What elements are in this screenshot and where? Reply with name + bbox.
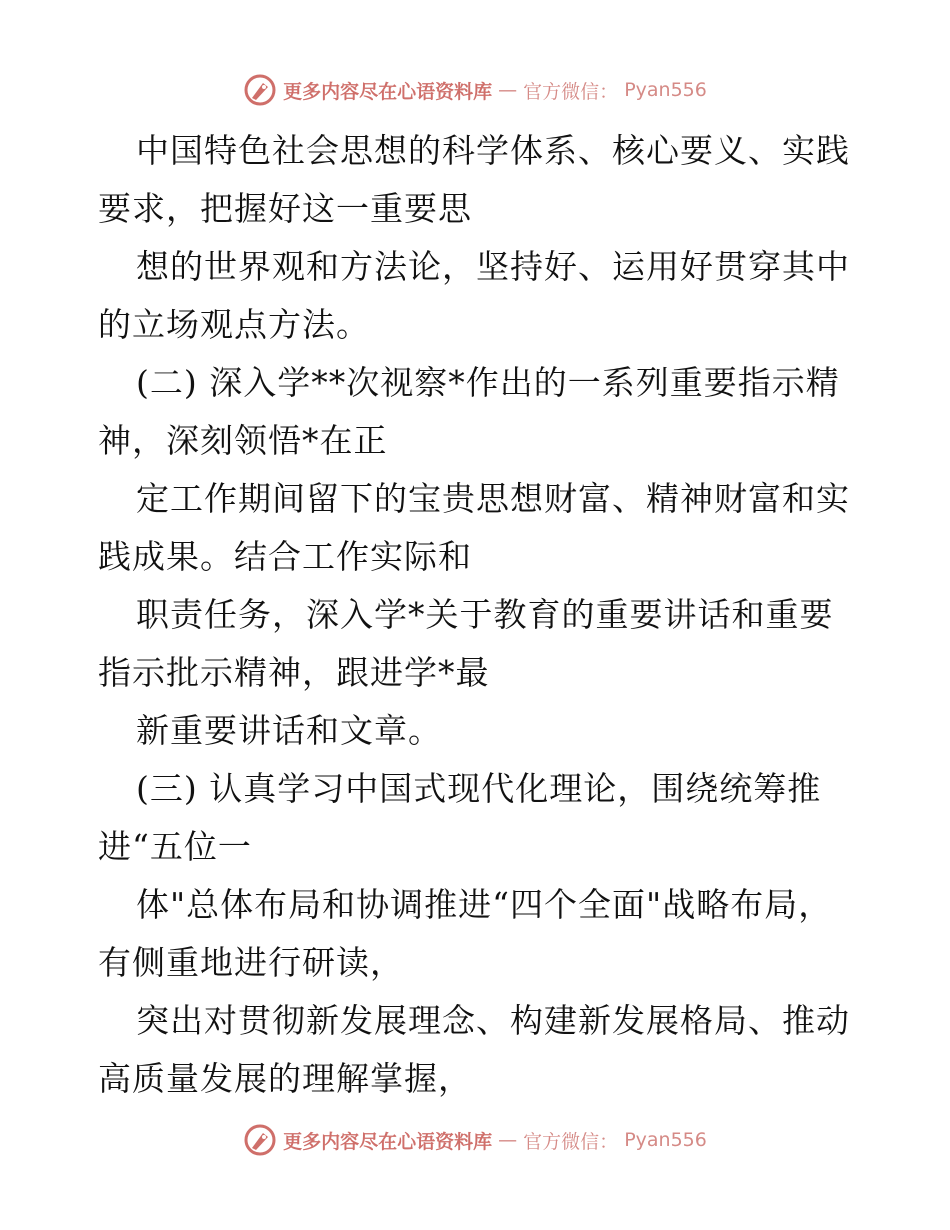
watermark-wechat-id: Pyan556 xyxy=(624,79,707,101)
body-line: 的立场观点方法。 xyxy=(98,305,370,344)
body-line: 定工作期间留下的宝贵思想财富、精神财富和实 xyxy=(136,479,850,518)
watermark-official-label: 官方微信： xyxy=(523,1130,619,1153)
watermark-official-label: 官方微信： xyxy=(523,80,619,103)
header-watermark xyxy=(0,70,950,110)
watermark-wechat-id: Pyan556 xyxy=(624,1129,707,1151)
pen-nib-logo-icon xyxy=(243,1123,277,1157)
body-line: 职责任务，深入学*关于教育的重要讲话和重要 xyxy=(136,595,834,634)
watermark-main-text: 更多内容尽在心语资料库 xyxy=(283,1130,493,1153)
document-body xyxy=(98,122,888,1108)
body-line: 突出对贯彻新发展理念、构建新发展格局、推动 xyxy=(136,1001,850,1040)
body-line: 神，深刻领悟*在正 xyxy=(98,421,388,460)
watermark-separator: — xyxy=(498,79,518,101)
watermark-separator: — xyxy=(498,1129,518,1151)
body-line: (三) 认真学习中国式现代化理论，围绕统筹推 xyxy=(136,769,822,808)
body-line: 进“五位一 xyxy=(98,827,252,866)
body-line: 新重要讲话和文章。 xyxy=(136,711,442,750)
body-line: 中国特色社会思想的科学体系、核心要义、实践 xyxy=(136,131,850,170)
watermark-main-text: 更多内容尽在心语资料库 xyxy=(283,80,493,103)
footer-watermark xyxy=(0,1120,950,1160)
body-line: 有侧重地进行研读， xyxy=(98,943,404,982)
body-line: 想的世界观和方法论，坚持好、运用好贯穿其中 xyxy=(136,247,850,286)
body-line: 要求，把握好这一重要思 xyxy=(98,189,472,228)
body-line: 践成果。结合工作实际和 xyxy=(98,537,472,576)
body-line: 高质量发展的理解掌握， xyxy=(98,1059,472,1098)
body-line: 体"总体布局和协调推进“四个全面"战略布局， xyxy=(136,885,833,924)
body-line: 指示批示精神，跟进学*最 xyxy=(98,653,490,692)
pen-nib-logo-icon xyxy=(243,73,277,107)
body-line: (二) 深入学**次视察*作出的一系列重要指示精 xyxy=(136,363,840,402)
